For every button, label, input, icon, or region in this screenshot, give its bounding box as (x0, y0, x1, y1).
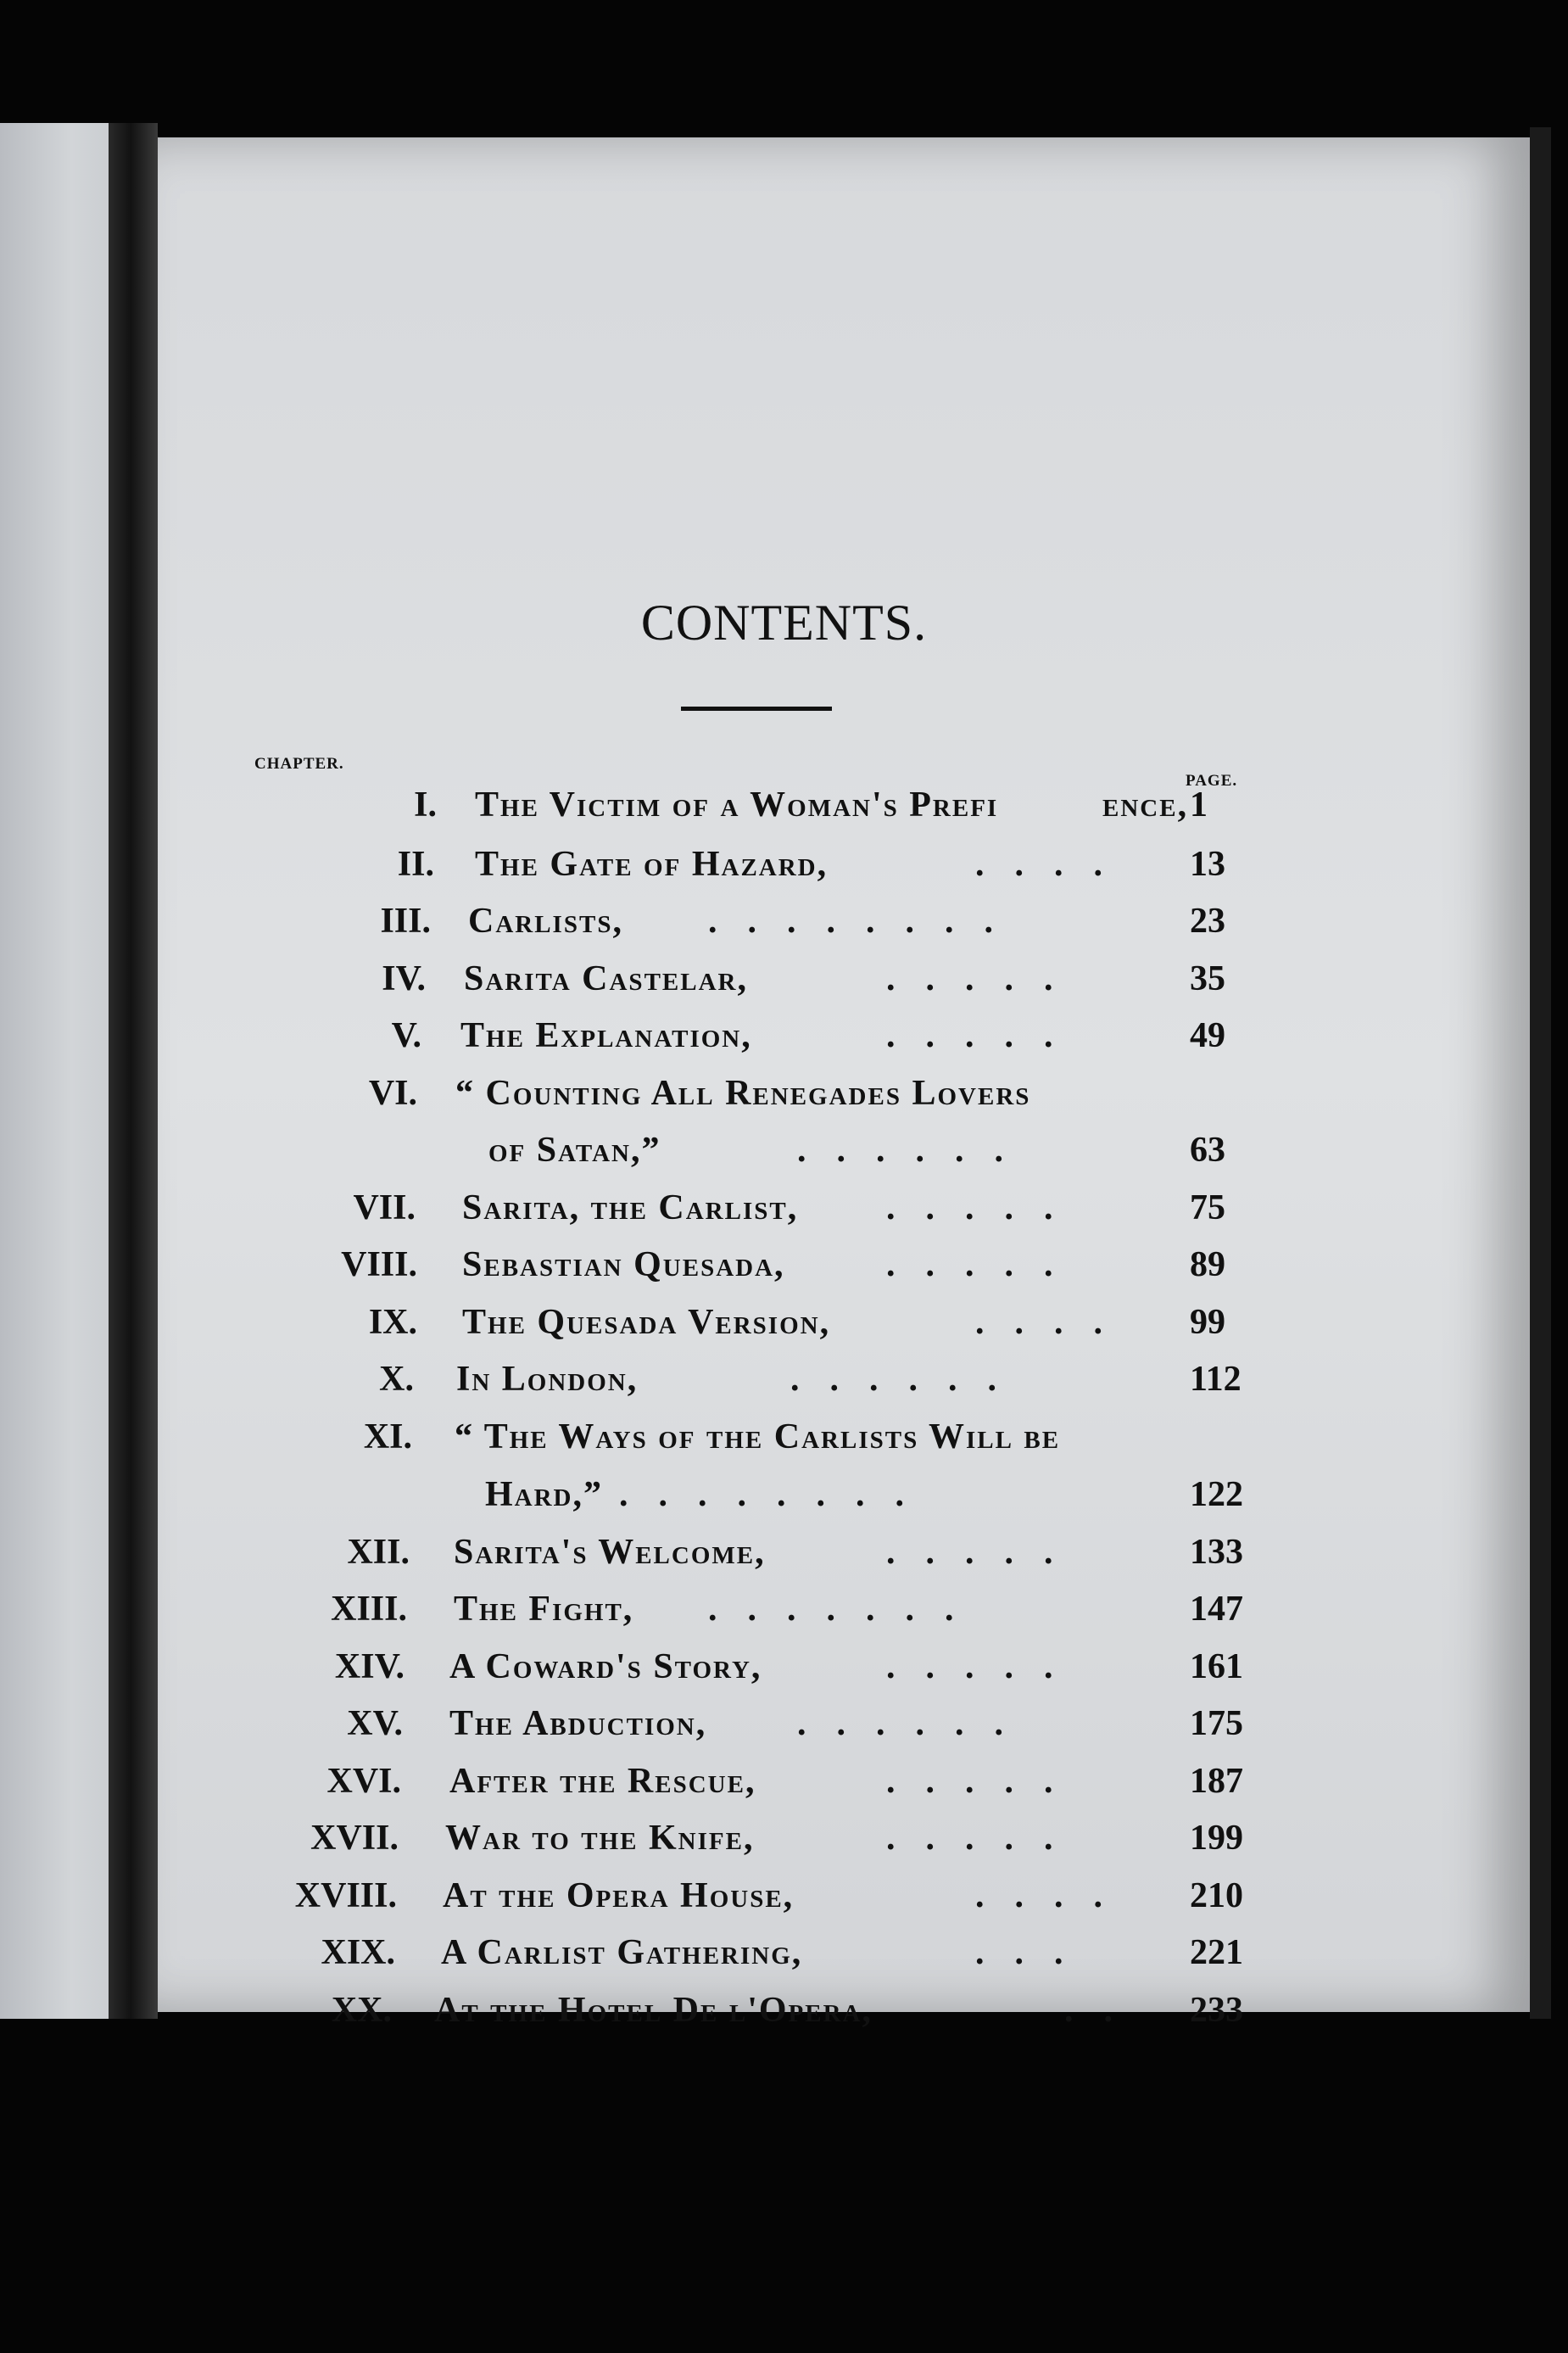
chapter-number: XII. (347, 1533, 410, 1572)
leader-dots: ..... (886, 1016, 1084, 1055)
page-number: 199 (1190, 1819, 1243, 1858)
leader-dots: ...... (797, 1704, 1034, 1743)
chapter-title: At the Hotel De l'Opera, (434, 1991, 873, 2030)
page-number: 75 (1190, 1188, 1225, 1227)
page-edge-shadow (1530, 127, 1551, 2019)
chapter-number: III. (380, 902, 431, 941)
chapter-title: The Gate of Hazard, (475, 845, 829, 884)
page-number: 49 (1190, 1016, 1225, 1055)
leader-dots: ..... (886, 1245, 1084, 1284)
chapter-title: War to the Knife, (445, 1819, 755, 1858)
chapter-title-continued: of Satan,” (488, 1131, 661, 1170)
chapter-number: XX. (331, 1991, 392, 2030)
leader-dots: ....... (708, 1590, 985, 1629)
chapter-number: XV. (347, 1704, 403, 1743)
chapter-title: In London, (456, 1360, 639, 1399)
leader-dots: ...... (797, 1131, 1034, 1170)
chapter-number: II. (397, 845, 434, 884)
leader-dots: ..... (886, 1819, 1084, 1858)
page-number: 133 (1190, 1533, 1243, 1572)
leader-dots: .. (1064, 1991, 1143, 2030)
chapter-title: Sarita Castelar, (464, 959, 748, 998)
leader-dots: .... (975, 1303, 1133, 1342)
page-number: 63 (1190, 1131, 1225, 1170)
chapter-title: At the Opera House, (443, 1876, 795, 1915)
chapter-number: I. (414, 785, 437, 824)
chapter-title: The Abduction, (449, 1704, 707, 1743)
title-rule (681, 707, 832, 711)
chapter-number: VII. (353, 1188, 416, 1227)
leader-dots: ..... (886, 959, 1084, 998)
chapter-column-label: CHAPTER. (254, 755, 344, 773)
chapter-title: “ Counting All Renegades Lovers (455, 1074, 1031, 1113)
chapter-number: IV. (382, 959, 426, 998)
page-number: 175 (1190, 1704, 1243, 1743)
leader-dots: ........ (708, 902, 1024, 941)
chapter-number: IX. (368, 1303, 417, 1342)
page-number: 187 (1190, 1762, 1243, 1801)
page-number: 210 (1190, 1876, 1243, 1915)
page-title: CONTENTS. (640, 595, 928, 651)
page-number: 13 (1190, 845, 1225, 884)
leader-dots: ... (975, 1933, 1094, 1972)
page-number: 122 (1190, 1475, 1243, 1514)
chapter-title: Carlists, (468, 902, 623, 941)
leader-dots: ..... (886, 1533, 1084, 1572)
page-number: 89 (1190, 1245, 1225, 1284)
page-number: 221 (1190, 1933, 1243, 1972)
chapter-title: Sarita, the Carlist, (462, 1188, 799, 1227)
leader-dots: ..... (886, 1647, 1084, 1686)
chapter-title: A Carlist Gathering, (441, 1933, 803, 1972)
page-number: 99 (1190, 1303, 1225, 1342)
leader-dots: .... (975, 1876, 1133, 1915)
chapter-number: XIX. (321, 1933, 395, 1972)
chapter-number: XVII. (310, 1819, 399, 1858)
chapter-number: VI. (368, 1074, 417, 1113)
chapter-number: XIV. (334, 1647, 405, 1686)
leader-dots: ..... (886, 1188, 1084, 1227)
page-number: 161 (1190, 1647, 1243, 1686)
chapter-title: The Quesada Version, (462, 1303, 831, 1342)
leader-dots: ........ (619, 1475, 935, 1514)
leader-dots: .... (975, 845, 1133, 884)
page-number: 1 (1190, 785, 1208, 824)
page-number: 112 (1190, 1360, 1242, 1399)
chapter-number: XVI. (326, 1762, 401, 1801)
page-number: 233 (1190, 1991, 1243, 2030)
page-number: 35 (1190, 959, 1225, 998)
chapter-number: X. (379, 1360, 414, 1399)
chapter-title-end: ence, (1102, 785, 1189, 824)
chapter-number: V. (391, 1016, 421, 1055)
chapter-number: XIII. (331, 1590, 407, 1629)
page-number: 147 (1190, 1590, 1243, 1629)
facing-page-edge (0, 123, 119, 2019)
chapter-number: XVIII. (294, 1876, 397, 1915)
chapter-title: Sebastian Quesada, (462, 1245, 785, 1284)
leader-dots: ..... (886, 1762, 1084, 1801)
chapter-title: The Fight, (454, 1590, 634, 1629)
chapter-title: “ The Ways of the Carlists Will be (455, 1417, 1061, 1456)
chapter-title: Sarita's Welcome, (454, 1533, 766, 1572)
book-gutter (109, 123, 158, 2019)
page-number: 23 (1190, 902, 1225, 941)
chapter-title: The Explanation, (460, 1016, 752, 1055)
chapter-number: XI. (363, 1417, 412, 1456)
chapter-title-continued: Hard,” (485, 1475, 603, 1514)
chapter-number: VIII. (341, 1245, 417, 1284)
chapter-title: The Victim of a Woman's Prefi (475, 785, 999, 824)
page-column-label: PAGE. (1186, 772, 1238, 790)
chapter-title: A Coward's Story, (449, 1647, 762, 1686)
chapter-title: After the Rescue, (449, 1762, 756, 1801)
leader-dots: ...... (790, 1360, 1027, 1399)
